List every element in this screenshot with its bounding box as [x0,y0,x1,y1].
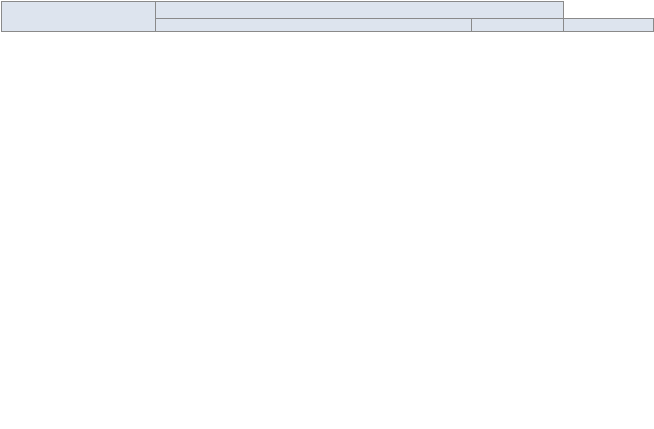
header-description [2,2,156,32]
header-std-2-poles [156,19,472,32]
spec-table [1,1,654,32]
header-std-4-poles [472,19,564,32]
header-standard [156,2,564,19]
header-opt-2-poles [564,19,654,32]
